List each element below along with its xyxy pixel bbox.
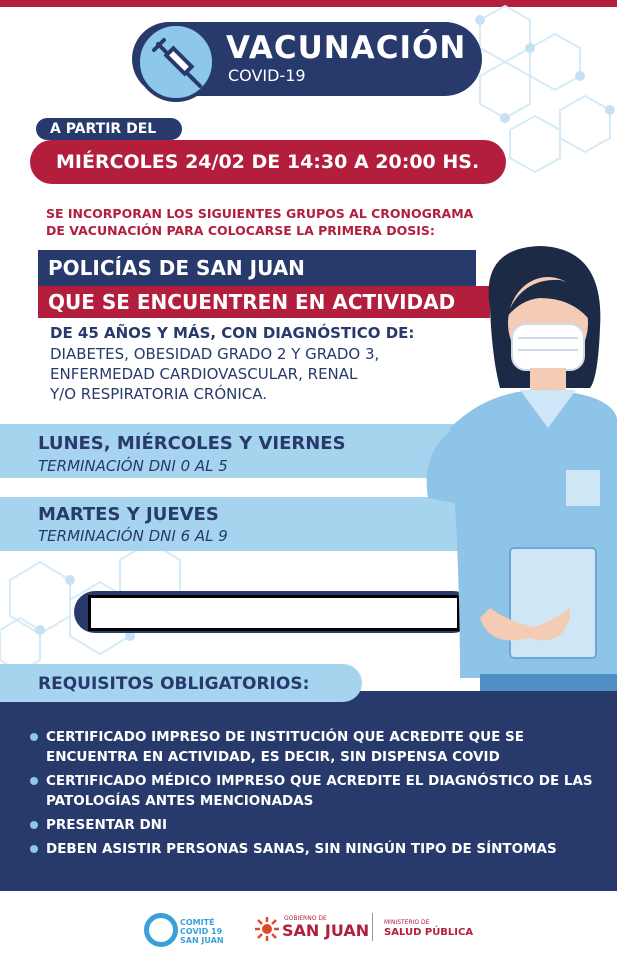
salud-publica-label: SALUD PÚBLICA bbox=[384, 927, 474, 938]
intro-line-1: SE INCORPORAN LOS SIGUIENTES GRUPOS AL CRONOGRAMA bbox=[46, 206, 474, 221]
syringe-badge bbox=[136, 22, 216, 102]
sanjuan-logo-text: SAN JUAN bbox=[282, 921, 370, 940]
intro-line-2: DE VACUNACIÓN PARA COLOCARSE LA PRIMERA DOSIS: bbox=[46, 223, 435, 238]
start-date-banner: MIÉRCOLES 24/02 DE 14:30 A 20:00 HS. bbox=[30, 140, 506, 184]
requirements-list bbox=[30, 727, 610, 863]
redacted-box bbox=[88, 595, 460, 631]
footer-divider bbox=[372, 913, 373, 941]
bullet-icon bbox=[30, 821, 38, 829]
condition-line-1: DIABETES, OBESIDAD GRADO 2 Y GRADO 3, bbox=[50, 345, 380, 363]
conditions-heading: DE 45 AÑOS Y MÁS, CON DIAGNÓSTICO DE: bbox=[50, 324, 415, 342]
conditions-list bbox=[50, 344, 480, 404]
nurse-illustration bbox=[420, 238, 617, 698]
comite-logo-text: COMITÉ COVID 19 SAN JUAN bbox=[180, 918, 224, 945]
list-item: DEBEN ASISTIR PERSONAS SANAS, SIN NINGÚN TIPO DE SÍNTOMAS bbox=[30, 839, 610, 859]
requirements-title: REQUISITOS OBLIGATORIOS: bbox=[0, 664, 362, 702]
sun-logo-icon bbox=[254, 916, 280, 942]
start-label: A PARTIR DEL bbox=[36, 118, 182, 140]
schedule-dni-2: TERMINACIÓN DNI 6 AL 9 bbox=[38, 527, 228, 545]
syringe-icon bbox=[140, 26, 212, 98]
bullet-icon bbox=[30, 845, 38, 853]
condition-line-3: Y/O RESPIRATORIA CRÓNICA. bbox=[50, 385, 268, 403]
page-title: VACUNACIÓN bbox=[226, 30, 467, 66]
ministerio-label: MINISTERIO DE bbox=[384, 919, 430, 926]
bullet-icon bbox=[30, 733, 38, 741]
gobierno-label: GOBIERNO DE bbox=[284, 915, 327, 922]
schedule-days-1: LUNES, MIÉRCOLES Y VIERNES bbox=[38, 433, 346, 454]
schedule-dni-1: TERMINACIÓN DNI 0 AL 5 bbox=[38, 457, 228, 475]
list-item: CERTIFICADO MÉDICO IMPRESO QUE ACREDITE EL DIAGNÓSTICO DE LAS PATOLOGÍAS ANTES MENCIONADAS bbox=[30, 771, 610, 811]
bullet-icon bbox=[30, 777, 38, 785]
condition-line-2: ENFERMEDAD CARDIOVASCULAR, RENAL bbox=[50, 365, 358, 383]
page-subtitle: COVID-19 bbox=[228, 66, 306, 85]
schedule-days-2: MARTES Y JUEVES bbox=[38, 504, 219, 525]
list-item: PRESENTAR DNI bbox=[30, 815, 610, 835]
list-item: CERTIFICADO IMPRESO DE INSTITUCIÓN QUE ACREDITE QUE SE ENCUENTRA EN ACTIVIDAD, ES DECIR, SIN DISPENSA COVID bbox=[30, 727, 610, 767]
group-title-line-1: POLICÍAS DE SAN JUAN bbox=[38, 250, 476, 286]
group-title-line-2: QUE SE ENCUENTREN EN ACTIVIDAD bbox=[38, 286, 490, 318]
comite-logo-icon bbox=[144, 913, 178, 947]
intro-text bbox=[46, 205, 526, 239]
